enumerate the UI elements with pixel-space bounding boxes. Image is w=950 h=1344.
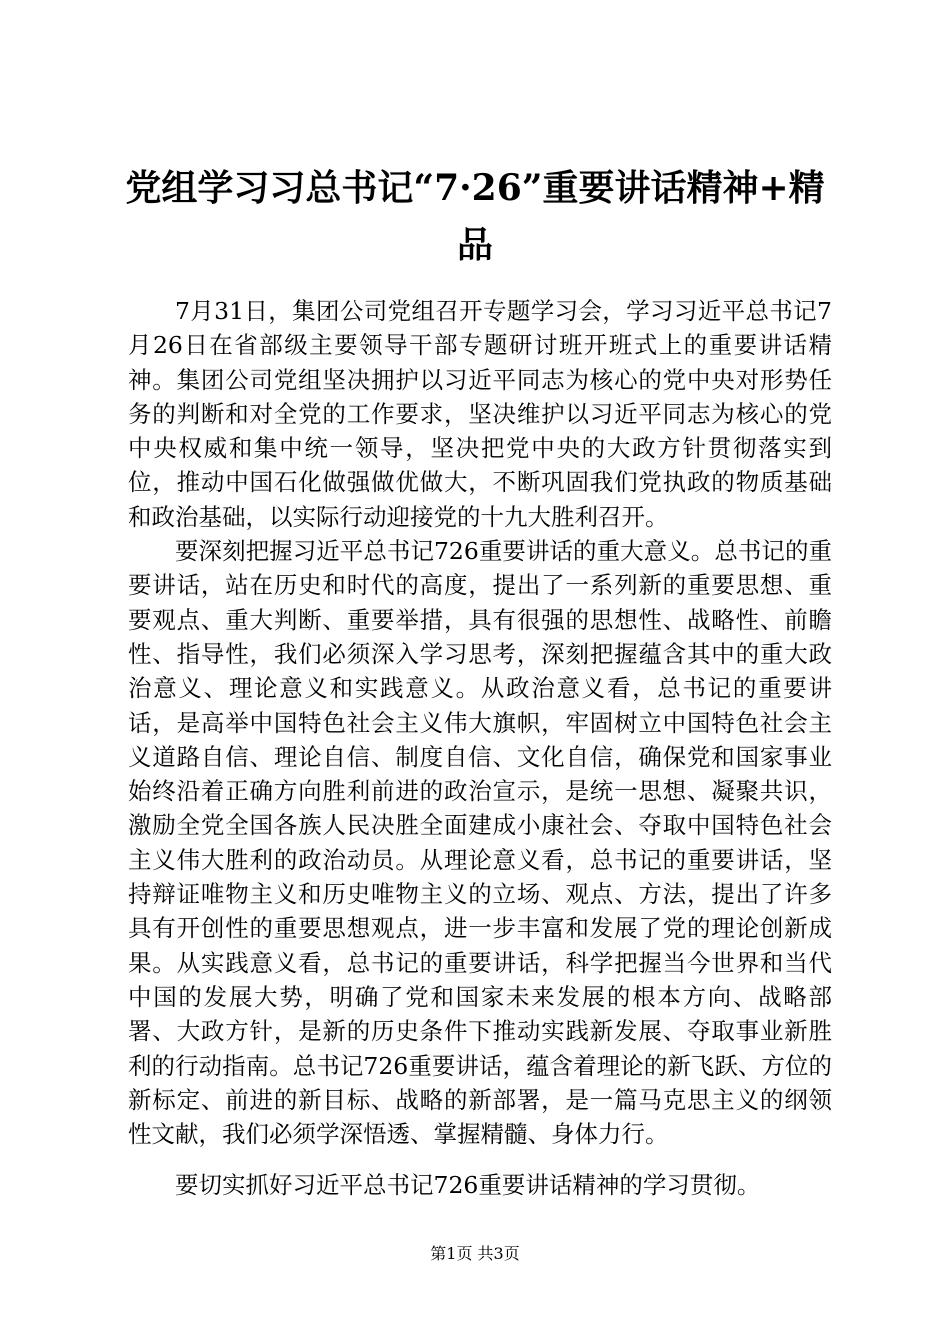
paragraph-1: 7月31日，集团公司党组召开专题学习会，学习习近平总书记7月26日在省部级主要领导干部专题研讨班开班式上的重要讲话精神。集团公司党组坚决拥护以习近平同志为核心的党中央对形势任务的判断和对全党的工作要求，坚决维护以习近平同志为核心的党中央权威和集中统一领导，坚决把党中央的大政方针贯彻落实到位，推动中国石化做强做优做大，不断巩固我们党执政的物质基础和政治基础，以实际行动迎接党的十九大胜利召开。 bbox=[128, 297, 832, 531]
document-body bbox=[128, 294, 832, 1203]
paragraph-3: 要切实抓好习近平总书记726重要讲话精神的学习贯彻。 bbox=[175, 1171, 761, 1200]
paragraph-2: 要深刻把握习近平总书记726重要讲话的重大意义。总书记的重要讲话，站在历史和时代的高度，提出了一系列新的重要思想、重要观点、重大判断、重要举措，具有很强的思想性、战略性、前瞻性、指导性，我们必须深入学习思考，深刻把握蕴含其中的重大政治意义、理论意义和实践意义。从政治意义看，总书记的重要讲话，是高举中国特色社会主义伟大旗帜，牢固树立中国特色社会主义道路自信、理论自信、制度自信、文化自信，确保党和国家事业始终沿着正确方向胜利前进的政治宣示，是统一思想、凝聚共识，激励全党全国各族人民决胜全面建成小康社会、夺取中国特色社会主义伟大胜利的政治动员。从理论意义看，总书记的重要讲话，坚持辩证唯物主义和历史唯物主义的立场、观点、方法，提出了许多具有开创性的重要思想观点，进一步丰富和发展了党的理论创新成果。从实践意义看，总书记的重要讲话，科学把握当今世界和当代中国的发展大势，明确了党和国家未来发展的根本方向、战略部署、大政方针，是新的历史条件下推动实践新发展、夺取事业新胜利的行动指南。总书记726重要讲话，蕴含着理论的新飞跃、方位的新标定、前进的新目标、战略的新部署，是一篇马克思主义的纲领性文献，我们必须学深悟透、掌握精髓、身体力行。 bbox=[128, 537, 832, 1149]
document-title: 党组学习习总书记“7·26”重要讲话精神+精品 bbox=[125, 167, 825, 266]
page-footer: 第1页 共3页 bbox=[430, 1244, 520, 1263]
